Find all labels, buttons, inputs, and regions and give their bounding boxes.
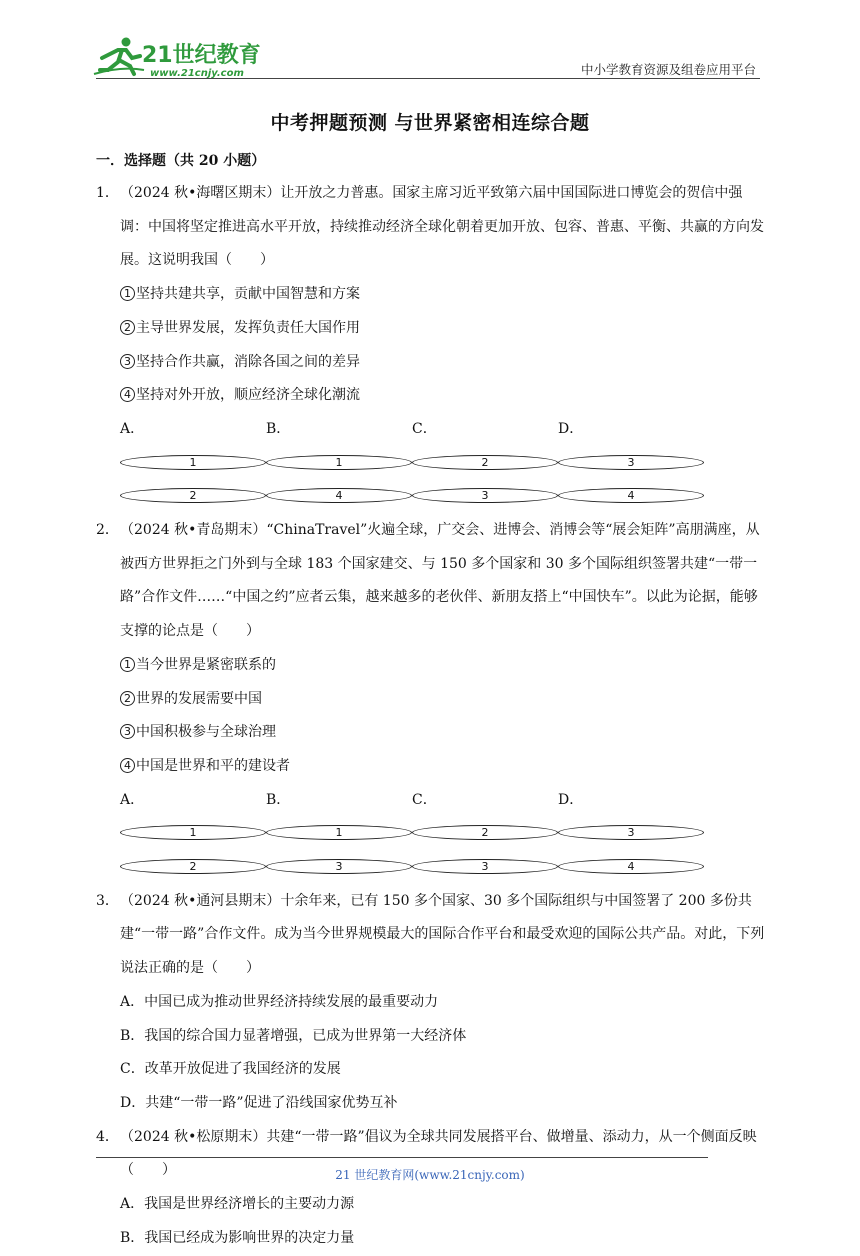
- header-platform-text: 中小学教育资源及组卷应用平台: [580, 62, 756, 77]
- question-2: [96, 514, 768, 885]
- document-title: 中考押题预测 与世界紧密相连综合题: [270, 112, 590, 134]
- statement-item: [96, 379, 768, 413]
- statement-text: 世界的发展需要中国: [136, 690, 262, 707]
- question-text: （2024 秋•海曙区期末）让开放之力普惠。国家主席习近平致第六届中国国际进口博览会的贺信中强调：中国将坚定推进高水平开放，持续推动经济全球化朝着更加开放、包容、普惠、平衡、共赢的方向发展。这说明我国（ ）: [120, 185, 764, 269]
- statement-item: [96, 346, 768, 380]
- question-stem: [96, 177, 768, 278]
- logo-main-text: 21世纪教育: [142, 43, 261, 68]
- question-stem: [96, 514, 768, 649]
- choice-a: A．12: [120, 784, 266, 885]
- question-number: 2．: [96, 522, 119, 539]
- header-divider: [96, 78, 760, 79]
- logo-url-text: www.21cnjy.com: [150, 68, 244, 79]
- answer-option-b: B．我国的综合国力显著增强，已成为世界第一大经济体: [120, 1027, 467, 1044]
- circled-number: 1: [120, 657, 135, 672]
- circled-number: 3: [120, 354, 135, 369]
- statement-text: 坚持对外开放，顺应经济全球化潮流: [136, 387, 360, 404]
- answer-choices: [96, 413, 768, 514]
- question-list: [96, 177, 768, 1256]
- choice-a: A．12: [120, 413, 266, 514]
- choice-c: C．23: [412, 413, 558, 514]
- choice-b: B．13: [266, 784, 412, 885]
- statement-item: [96, 716, 768, 750]
- question-number: 4．: [96, 1128, 119, 1145]
- question-4: [96, 1121, 768, 1256]
- statement-text: 当今世界是紧密联系的: [136, 656, 276, 673]
- choice-b: B．14: [266, 413, 412, 514]
- question-number: 1．: [96, 185, 119, 201]
- question-number: 3．: [96, 892, 119, 909]
- question-stem: [96, 885, 768, 986]
- statement-item: [96, 683, 768, 717]
- footer-divider: [96, 1157, 708, 1158]
- circled-number: 3: [120, 724, 135, 739]
- answer-option-a: A．中国已成为推动世界经济持续发展的最重要动力: [120, 993, 439, 1010]
- footer-link[interactable]: 21 世纪教育网(www.21cnjy.com): [335, 1168, 525, 1182]
- statement-item: [96, 649, 768, 683]
- answer-option-d: D．共建“一带一路”促进了沿线国家优势互补: [120, 1094, 398, 1111]
- question-1: [96, 177, 768, 514]
- circled-number: 1: [120, 286, 135, 301]
- answer-choices: [96, 784, 768, 885]
- statement-item: [96, 312, 768, 346]
- statement-text: 坚持合作共赢，消除各国之间的差异: [136, 353, 360, 370]
- statement-text: 主导世界发展，发挥负责任大国作用: [136, 319, 360, 336]
- circled-number: 2: [120, 691, 135, 706]
- statement-item: [96, 278, 768, 312]
- statement-text: 中国积极参与全球治理: [136, 724, 276, 741]
- section-heading: 一．选择题（共 20 小题）: [96, 153, 266, 169]
- answer-option-a: A．我国是世界经济增长的主要动力源: [120, 1196, 355, 1213]
- answer-option-c: C．改革开放促进了我国经济的发展: [120, 1061, 341, 1078]
- question-text: （2024 秋•青岛期末）“ChinaTravel”火遍全球，广交会、进博会、消博会等“展会矩阵”高朋满座，从被西方世界拒之门外到与全球 183 个国家建交、与 150 多个国家和 30 多个国际组织签署共建“一带一路”合作文件……“中国之约”应者云集，越来越多的老伙伴、新朋友搭上“中国快车”。以此为论据，能够支撑的论点是（ ）: [120, 522, 760, 640]
- question-3: [96, 885, 768, 1121]
- circled-number: 2: [120, 320, 135, 335]
- question-text: （2024 秋•通河县期末）十余年来，已有 150 多个国家、30 多个国际组织与中国签署了 200 多份共建“一带一路”合作文件。成为当今世界规模最大的国际合作平台和最受欢迎的国际公共产品。对此，下列说法正确的是（ ）: [120, 892, 765, 977]
- page-header: [0, 0, 860, 90]
- circled-number: 4: [120, 758, 135, 773]
- choice-d: D．34: [558, 784, 704, 885]
- choice-d: D．34: [558, 413, 704, 514]
- choice-c: C．23: [412, 784, 558, 885]
- site-logo: [92, 36, 262, 80]
- statement-item: [96, 750, 768, 784]
- statement-text: 中国是世界和平的建设者: [136, 757, 290, 774]
- statement-text: 坚持共建共享，贡献中国智慧和方案: [136, 286, 360, 303]
- circled-number: 4: [120, 387, 135, 402]
- question-text: （2024 秋•松原期末）共建“一带一路”倡议为全球共同发展搭平台、做增量、添动力，从一个侧面反映（ ）: [120, 1128, 757, 1179]
- answer-option-b: B．我国已经成为影响世界的决定力量: [120, 1229, 355, 1246]
